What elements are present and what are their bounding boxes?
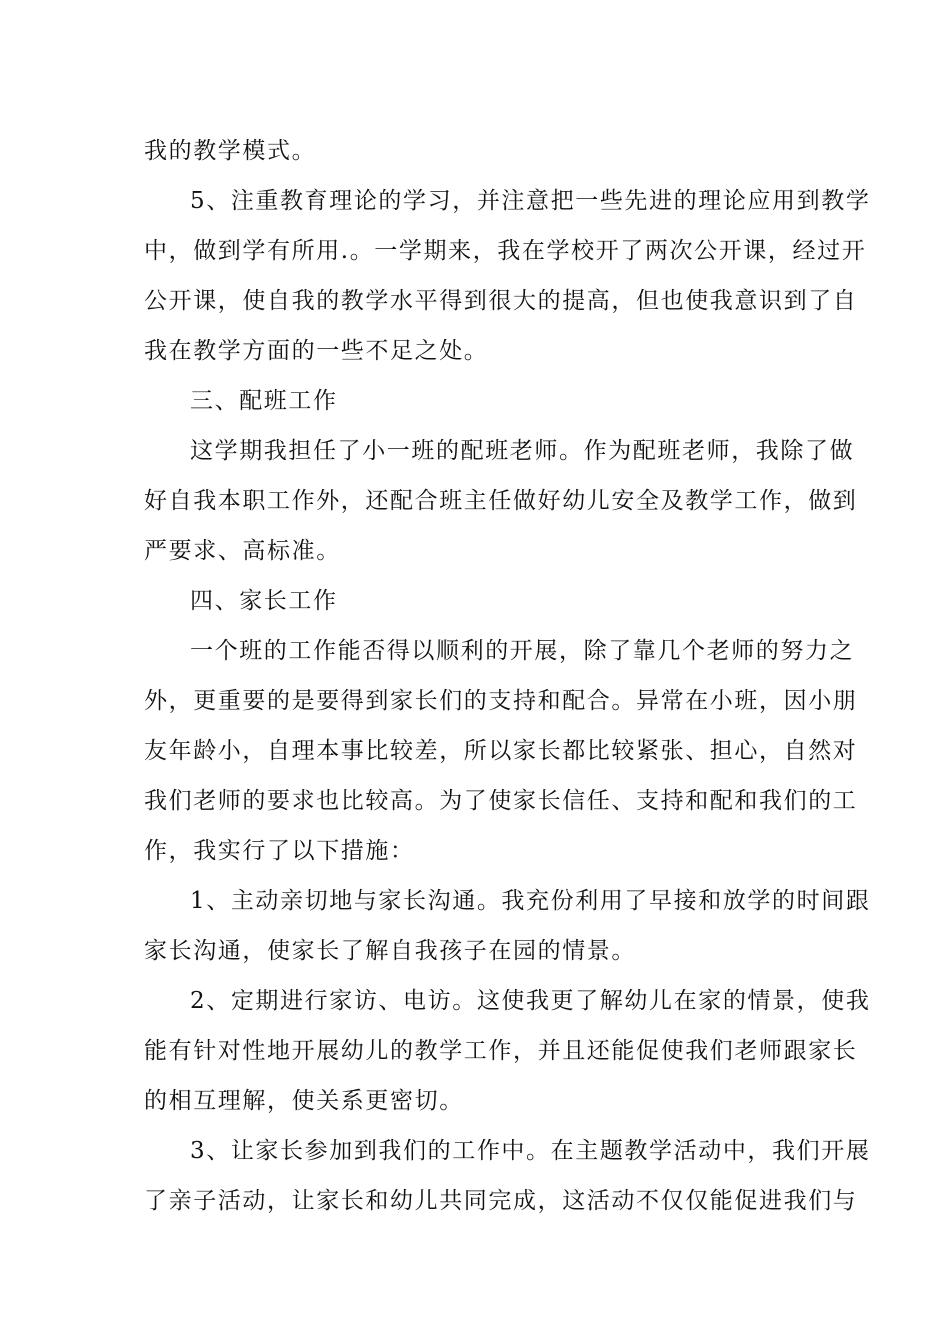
text-line: 家长沟通，使家长了解自我孩子在园的情景。 — [144, 938, 636, 964]
text-line: 的相互理解，使关系更密切。 — [144, 1088, 464, 1114]
text-line: 1、主动亲切地与家长沟通。我充份利用了早接和放学的时间跟 — [190, 888, 871, 914]
text-line: 2、定期进行家访、电访。这使我更了解幼儿在家的情景，使我 — [190, 988, 871, 1014]
section-heading: 四、家长工作 — [190, 588, 338, 614]
text-line: 友年龄小，自理本事比较差，所以家长都比较紧张、担心，自然对 — [144, 738, 858, 764]
text-line: 3、让家长参加到我们的工作中。在主题教学活动中，我们开展 — [190, 1138, 871, 1164]
section-heading: 三、配班工作 — [190, 388, 338, 414]
text-line: 公开课，使自我的教学水平得到很大的提高，但也使我意识到了自 — [144, 288, 858, 314]
text-line: 我的教学模式。 — [144, 138, 317, 164]
text-line: 能有针对性地开展幼儿的教学工作，并且还能促使我们老师跟家长 — [144, 1038, 858, 1064]
text-line: 这学期我担任了小一班的配班老师。作为配班老师，我除了做 — [190, 438, 855, 464]
text-line: 我们老师的要求也比较高。为了使家长信任、支持和配和我们的工 — [144, 788, 858, 814]
text-line: 了亲子活动，让家长和幼儿共同完成，这活动不仅仅能促进我们与 — [144, 1188, 858, 1214]
text-line: 5、注重教育理论的学习，并注意把一些先进的理论应用到教学 — [190, 188, 871, 214]
text-line: 外，更重要的是要得到家长们的支持和配合。异常在小班，因小朋 — [144, 688, 858, 714]
text-line: 一个班的工作能否得以顺利的开展，除了靠几个老师的努力之 — [190, 638, 855, 664]
text-line: 严要求、高标准。 — [144, 538, 341, 564]
text-line: 我在教学方面的一些不足之处。 — [144, 338, 489, 364]
text-line: 作，我实行了以下措施： — [144, 838, 415, 864]
text-line: 中，做到学有所用.。一学期来，我在学校开了两次公开课，经过开 — [144, 238, 867, 264]
text-line: 好自我本职工作外，还配合班主任做好幼儿安全及教学工作，做到 — [144, 488, 858, 514]
